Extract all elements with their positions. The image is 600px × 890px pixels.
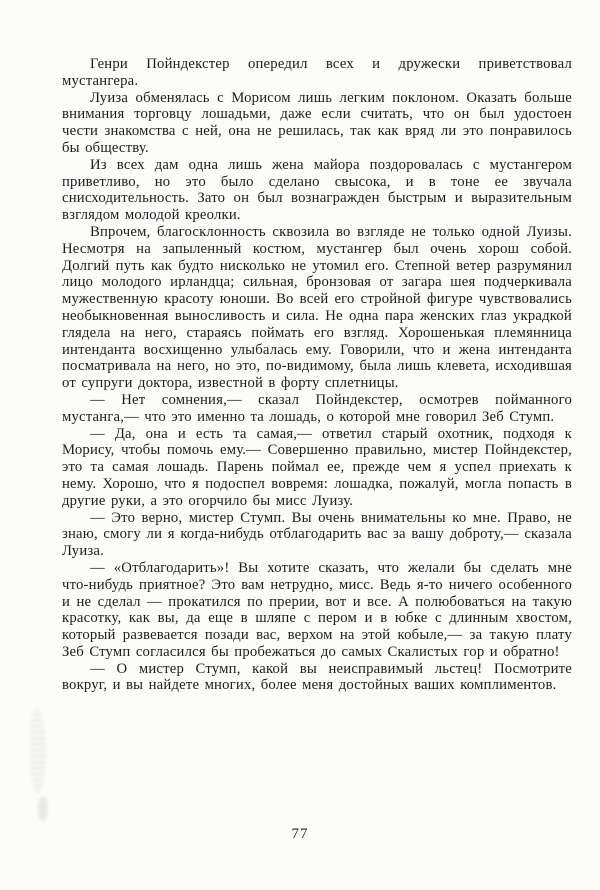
paragraph: — Нет сомнения,— сказал Пойндекстер, осмотрев пойманного мустанга,— что это именно та лошадь, о которой мне говорил Зеб Стумп. (62, 391, 572, 425)
paragraph: Из всех дам одна лишь жена майора поздоровалась с мустангером приветливо, но это было сделано свысока, и в тоне ее звучала снисходительность. Зато он был вознагражден быстрым и выразительным взглядом молодой креолки. (62, 156, 572, 224)
paragraph: — «Отблагодарить»! Вы хотите сказать, что желали бы сделать мне что-нибудь приятное? Это вам нетрудно, мисс. Ведь я-то ничего особенного и не сделал — прокатился по прерии, вот и все. А полюбоваться на такую красотку, как вы, да еще в шляпе с пером и в юбке с длинным хвостом, который развевается позади вас, верхом на этой кобыле,— за такую плату Зеб Стумп согласился бы пробежаться до самых Скалистых гор и обратно! (62, 559, 572, 660)
scan-speck-artifact (38, 796, 48, 822)
paragraph: Впрочем, благосклонность сквозила во взгляде не только одной Луизы. Несмотря на запыленный костюм, мустангер был очень хорош собой. Долгий путь как будто нисколько не утомил его. Степной ветер разрумянил лицо молодого ирландца; сильная, бронзовая от загара шея подчеркивала мужественную красоту юноши. Во всей его стройной фигуре чувствовались необыкновенная выносливость и сила. Не одна пара женских глаз украдкой глядела на него, стараясь поймать его взгляд. Хорошенькая племянница интенданта восхищенно улыбалась ему. Говорили, что и жена интенданта посматривала на него, но это, по-видимому, была лишь клевета, исходившая от супруги доктора, известной в форту сплетницы. (62, 223, 572, 392)
paragraph: Луиза обменялась с Морисом лишь легким поклоном. Оказать больше внимания торговцу лошадьми, даже если считать, что он был удостоен чести знакомства с ней, она не решилась, так как вряд ли это понравилось бы обществу. (62, 89, 572, 156)
paragraph: — Да, она и есть та самая,— ответил старый охотник, подходя к Морису, чтобы помочь ему.— Совершенно правильно, мистер Пойндекстер, это та самая лошадь. Парень поймал ее, прежде чем я успел приехать к нему. Хорошо, что я подоспел вовремя: лошадка, пожалуй, могла попасть в другие руки, а это огорчило бы мисс Луизу. (62, 425, 572, 509)
page-number: 77 (291, 826, 309, 842)
body-text (62, 56, 572, 694)
paragraph: — Это верно, мистер Стумп. Вы очень внимательны ко мне. Право, не знаю, смогу ли я когда-нибудь отблагодарить вас за вашу доброту,— сказала Луиза. (62, 509, 572, 560)
scan-smudge-artifact (30, 708, 46, 793)
paragraph: Генри Пойндекстер опередил всех и дружески приветствовал мустангера. (62, 56, 572, 89)
paragraph: — О мистер Стумп, какой вы неисправимый льстец! Посмотрите вокруг, и вы найдете многих, более меня достойных ваших комплиментов. (62, 660, 572, 694)
